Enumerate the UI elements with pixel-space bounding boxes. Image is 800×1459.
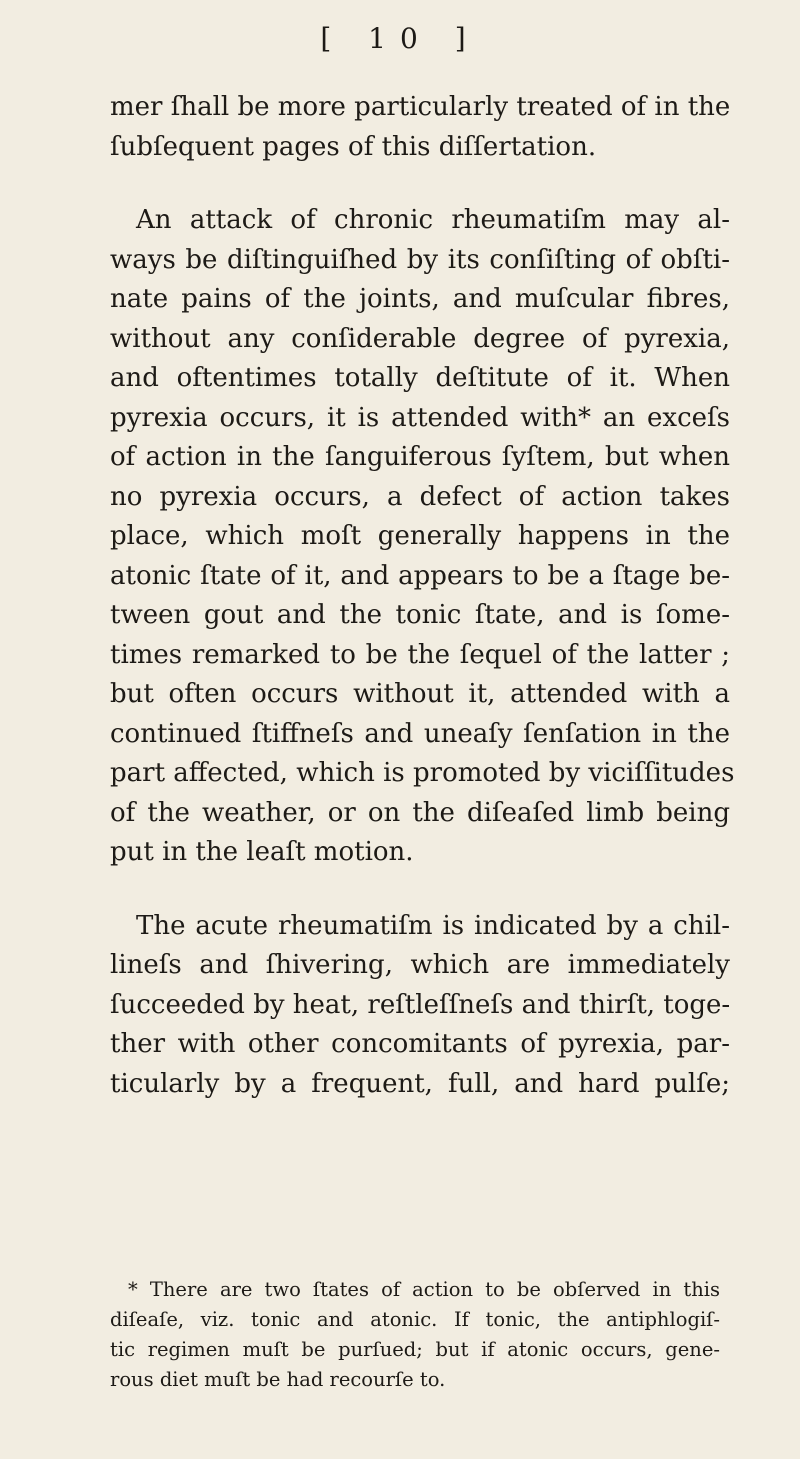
- text-line: continued ſtiffneſs and uneaſy ſenſation in the: [110, 718, 730, 749]
- text-line: and oftentimes totally deſtitute of it. When: [110, 363, 730, 393]
- paragraph-3: [110, 907, 730, 1105]
- text-line: nate pains of the joints, and muſcular fibres,: [110, 284, 730, 314]
- text-line: tween gout and the tonic ſtate, and is ſome-: [110, 600, 730, 630]
- text-line: no pyrexia occurs, a defect of action takes: [110, 481, 730, 512]
- text-line: place, which moſt generally happens in the: [110, 521, 730, 551]
- paragraph-1: [110, 88, 730, 167]
- footnote: [110, 1275, 720, 1395]
- text-line: ſucceeded by heat, reſtleſſneſs and thirſt, toge-: [110, 989, 731, 1020]
- footnote-line: * There are two ſtates of action to be obſerved in this: [128, 1278, 720, 1301]
- text-line: atonic ſtate of it, and appears to be a ſtage be-: [110, 560, 730, 591]
- text-line: without any conſiderable degree of pyrexia,: [110, 323, 730, 354]
- text-line: ſubſequent pages of this diſſertation.: [110, 131, 597, 162]
- page-number: [ 10 ]: [320, 22, 480, 55]
- paragraph-2: [110, 201, 735, 873]
- text-line: The acute rheumatiſm is indicated by a chil-: [136, 910, 730, 941]
- text-line: lineſs and ſhivering, which are immediately: [110, 950, 730, 980]
- text-line: ther with other concomitants of pyrexia, par-: [110, 1029, 730, 1059]
- text-line: ways be diſtinguiſhed by its conſiſting of obſti-: [110, 244, 730, 275]
- footnote-line: diſeaſe, viz. tonic and atonic. If tonic, the antiphlogiſ-: [110, 1308, 720, 1331]
- footnote-line: rous diet muſt be had recourſe to.: [110, 1368, 446, 1391]
- text-line: part affected, which is promoted by viciſſitudes: [110, 758, 735, 788]
- text-line: put in the leaſt motion.: [110, 837, 414, 867]
- footnote-line: tic regimen muſt be purſued; but if atonic occurs, gene-: [110, 1338, 720, 1361]
- text-line: of the weather, or on the diſeaſed limb being: [110, 797, 730, 828]
- text-line: ticularly by a frequent, full, and hard pulſe;: [110, 1068, 730, 1099]
- text-line: pyrexia occurs, it is attended with* an exceſs: [110, 402, 730, 433]
- text-line: An attack of chronic rheumatiſm may al-: [136, 205, 730, 235]
- text-line: but often occurs without it, attended with a: [110, 679, 730, 709]
- text-line: mer ſhall be more particularly treated of in the: [110, 92, 731, 122]
- text-line: times remarked to be the ſequel of the latter ;: [110, 639, 730, 670]
- body-text: [110, 88, 735, 1138]
- text-line: of action in the ſanguiferous ſyſtem, but when: [110, 442, 730, 472]
